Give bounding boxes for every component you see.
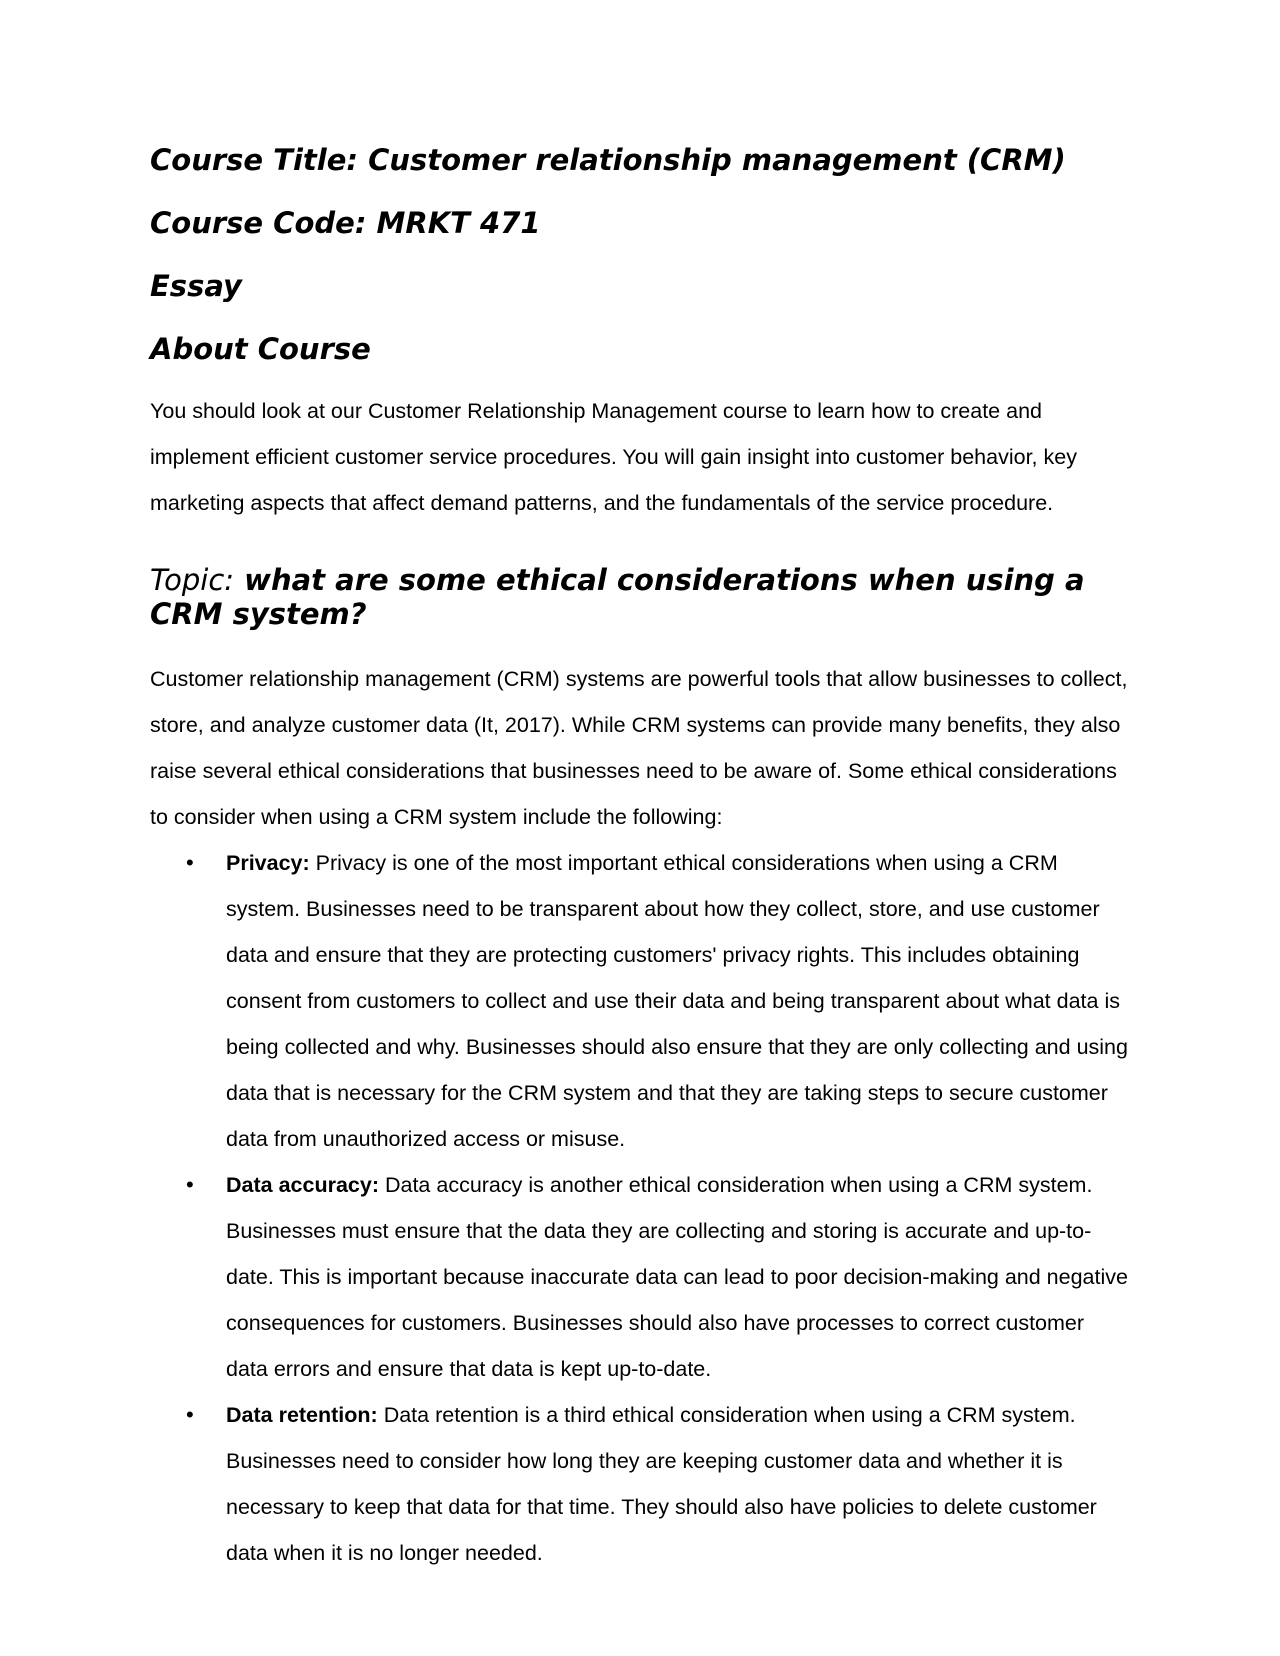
list-item-text: Privacy is one of the most important ethical considerations when using a CRM system. Businesses need to be transparent about how they collect, store, and use customer data and ensure that they are protecting customers' privacy rights. This includes obtaining consent from customers to collect and use their data and being transparent about what data is being collected and why. Businesses should also ensure that they are only collecting and using data that is necessary for the CRM system and that they are taking steps to secure customer data from unauthorized access or misuse.: [226, 851, 1128, 1151]
course-code: Course Code: MRKT 471: [150, 206, 541, 240]
document-page: [150, 142, 1130, 1576]
list-item-privacy: [150, 840, 1130, 1162]
considerations-list: [150, 840, 1130, 1576]
bullet-icon: •: [186, 1172, 194, 1197]
about-course-paragraph: You should look at our Customer Relationship Management course to learn how to create and implement efficient customer service procedures. You will gain insight into customer behavior, key marketing aspects that affect demand patterns, and the fundamentals of the service procedure.: [150, 399, 1077, 515]
course-title: Course Title: Customer relationship management (CRM): [150, 143, 1066, 177]
topic-heading: [150, 563, 1130, 631]
topic-question: what are some ethical considerations when using a CRM system?: [150, 563, 1085, 631]
list-item-text: Data accuracy is another ethical consideration when using a CRM system. Businesses must ensure that the data they are collecting and storing is accurate and up-to-date. This is important because inaccurate data can lead to poor decision-making and negative consequences for customers. Businesses should also have processes to correct customer data errors and ensure that data is kept up-to-date.: [226, 1173, 1128, 1381]
list-item-data-accuracy: [150, 1162, 1130, 1392]
essay-heading: Essay: [150, 269, 242, 303]
list-item-term: Data retention:: [226, 1403, 378, 1427]
bullet-icon: •: [186, 850, 194, 875]
bullet-icon: •: [186, 1402, 194, 1427]
list-item-data-retention: [150, 1392, 1130, 1576]
list-item-text: Data retention is a third ethical consideration when using a CRM system. Businesses need to consider how long they are keeping customer data and whether it is necessary to keep that data for that time. They should also have policies to delete customer data when it is no longer needed.: [226, 1403, 1097, 1565]
topic-label: Topic:: [150, 563, 235, 597]
list-item-term: Data accuracy:: [226, 1173, 379, 1197]
list-item-term: Privacy:: [226, 851, 310, 875]
intro-paragraph: Customer relationship management (CRM) systems are powerful tools that allow businesses to collect, store, and analyze customer data (It, 2017). While CRM systems can provide many benefits, they also raise several ethical considerations that businesses need to be aware of. Some ethical considerations to consider when using a CRM system include the following:: [150, 667, 1128, 829]
about-course-heading: About Course: [150, 332, 371, 366]
